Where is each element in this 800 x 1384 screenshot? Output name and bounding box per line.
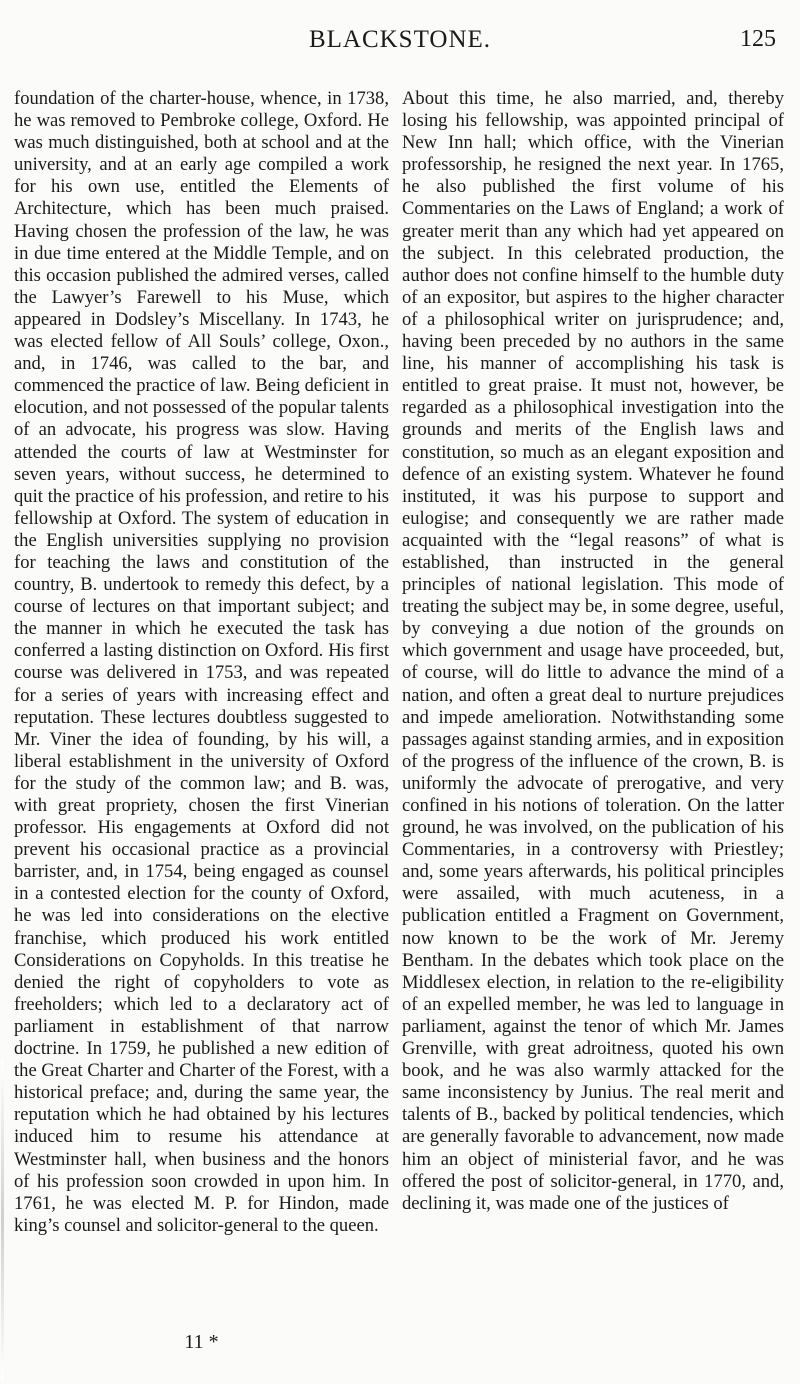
page-number: 125 [740, 26, 776, 52]
signature-mark: 11 * [184, 1331, 219, 1353]
left-column [14, 88, 389, 1237]
right-column-text: About this time, he also married, and, thereby losing his fellowship, was appointed principal of New Inn hall; which office, with the Vinerian professorship, he resigned the next year. In 1765, he also published the first volume of his Commentaries on the Laws of England; a work of greater merit than any which had yet appeared on the subject. In this celebrated production, the author does not confine himself to the humble duty of an expositor, but aspires to the higher character of a philosophical writer on jurisprudence; and, having been preceded by no authors in the same line, his manner of accomplishing his task is entitled to great praise. It must not, however, be regarded as a philosophical investigation into the grounds and merits of the English laws and constitution, so much as an elegant exposition and defence of an existing system. Whatever he found instituted, it was his purpose to support and eulogise; and consequently we are rather made acquainted with the “legal reasons” of what is established, than instructed in the general principles of national legislation. This mode of treating the subject may be, in some degree, useful, by conveying a due notion of the grounds on which government and usage have proceeded, but, of course, will do little to advance the mind of a nation, and often a great deal to nurture prejudices and impede amelioration. Notwithstanding some passages against standing armies, and in exposition of the progress of the influence of the crown, B. is uniformly the advocate of prerogative, and very confined in his notions of toleration. On the latter ground, he was involved, on the publication of his Commentaries, in a controversy with Priestley; and, some years afterwards, his political principles were assailed, with much acuteness, in a publication entitled a Fragment on Government, now known to be the work of Mr. Jeremy Bentham. In the debates which took place on the Middlesex election, in relation to the re-eligibility of an expelled member, he was led to language in parliament, against the tenor of which Mr. James Grenville, with great adroitness, quoted his own book, and he was also warmly attacked for the same inconsistency by Junius. The real merit and talents of B., backed by political tendencies, which are generally favorable to advancement, now made him an object of ministerial favor, and he was offered the post of solicitor-general, in 1770, and, declining it, was made one of the justices of [402, 88, 784, 1214]
right-column [402, 88, 784, 1215]
page-edge-shadow [1, 1060, 4, 1380]
page-header [0, 26, 800, 66]
running-head: BLACKSTONE. [308, 26, 492, 53]
left-column-text: foundation of the charter-house, whence, in 1738, he was removed to Pembroke college, Oxford. He was much distinguished, both at school and at the university, and at an early age compiled a work for his own use, entitled the Elements of Architecture, which has been much praised. Having chosen the profession of the law, he was in due time entered at the Middle Temple, and on this occasion published the admired verses, called the Lawyer’s Farewell to his Muse, which appeared in Dodsley’s Miscellany. In 1743, he was elected fellow of All Souls’ college, Oxon., and, in 1746, was called to the bar, and commenced the practice of law. Being deficient in elocution, and not possessed of the popular talents of an advocate, his progress was slow. Having attended the courts of law at Westminster for seven years, without success, he determined to quit the practice of his profession, and retire to his fellowship at Oxford. The system of education in the English universities supplying no provision for teaching the laws and constitution of the country, B. undertook to remedy this defect, by a course of lectures on that important subject; and the manner in which he executed the task has conferred a lasting distinction on Oxford. His first course was delivered in 1753, and was repeated for a series of years with increasing effect and reputation. These lectures doubtless suggested to Mr. Viner the idea of founding, by his will, a liberal establishment in the university of Oxford for the study of the common law; and B. was, with great propriety, chosen the first Vinerian professor. His engagements at Oxford did not prevent his occasional practice as a provincial barrister, and, in 1754, being engaged as counsel in a contested election for the county of Oxford, he was led into considerations on the elective franchise, which produced his work entitled Considerations on Copyholds. In this treatise he denied the right of copyholders to vote as freeholders; which led to a declaratory act of parliament in establishment of that narrow doctrine. In 1759, he published a new edition of the Great Charter and Charter of the Forest, with a historical preface; and, during the same year, the reputation which he had obtained by his lectures induced him to resume his attendance at Westminster hall, when business and the honors of his profession soon crowded in upon him. In 1761, he was elected M. P. for Hindon, made king’s counsel and solicitor-general to the queen. [14, 88, 389, 1236]
